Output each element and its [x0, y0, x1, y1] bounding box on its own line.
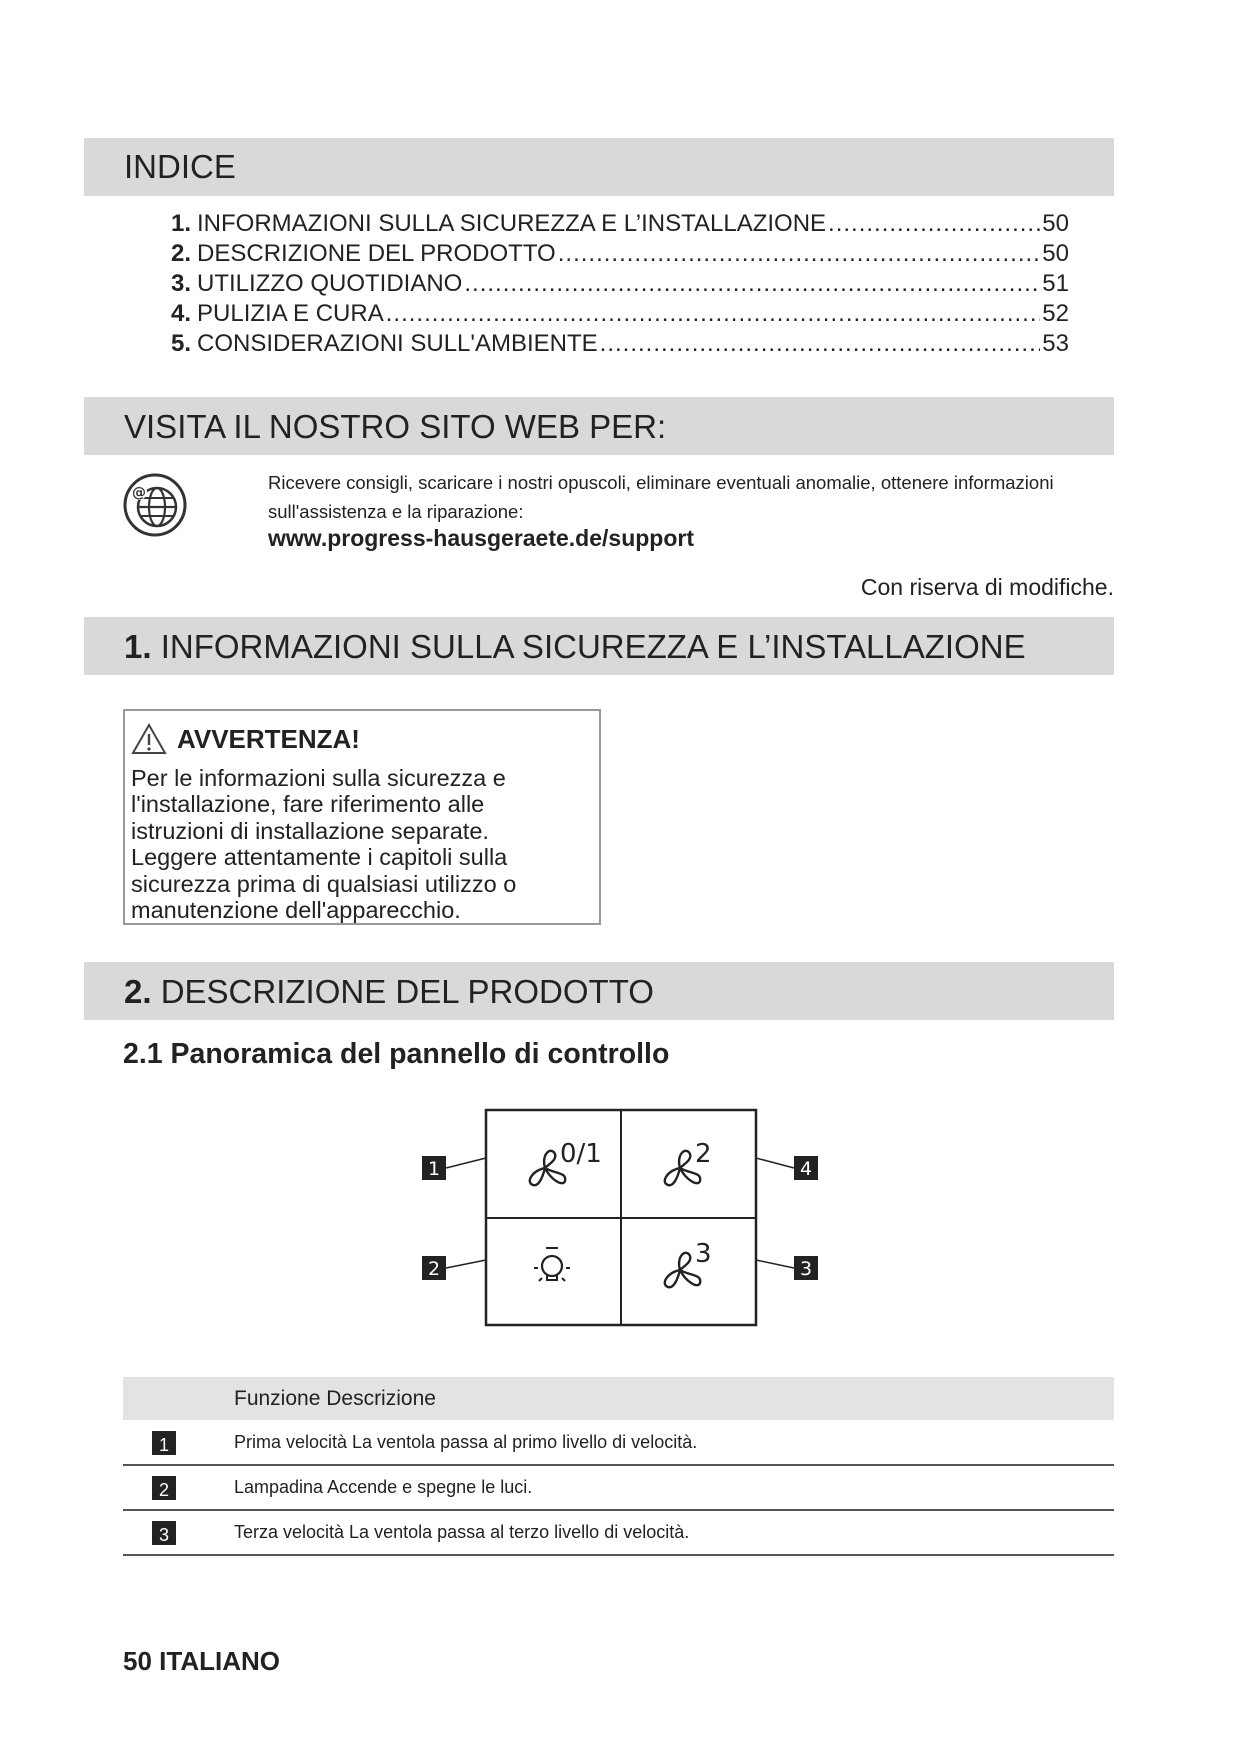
toc-label: CONSIDERAZIONI SULL'AMBIENTE	[197, 330, 598, 357]
fan-speed-1-button[interactable]	[530, 1139, 602, 1185]
light-button[interactable]	[534, 1248, 570, 1281]
table-of-contents	[171, 210, 1069, 360]
warning-text: Per le informazioni sulla sicurezza e l'installazione, fare riferimento alle istruzioni di installazione separate. Leggere attentamente i capitoli sulla sicurezza prima di qualsiasi utilizzo o manutenzione dell'apparecchio.	[131, 765, 517, 924]
reserve-note: Con riserva di modifiche.	[860, 574, 1114, 600]
fan-speed-2-button[interactable]	[665, 1139, 712, 1185]
toc-item[interactable]: 4. PULIZIA E CURA ..... 52	[171, 300, 1069, 330]
toc-label: PULIZIA E CURA	[197, 300, 384, 327]
page-footer: 50 ITALIANO	[123, 1646, 280, 1676]
toc-label: DESCRIZIONE DEL PRODOTTO	[197, 240, 556, 267]
toc-page: 51	[1042, 270, 1069, 297]
section1-title: 1. INFORMAZIONI SULLA SICUREZZA E L’INSTALLAZIONE	[124, 628, 1026, 665]
toc-label: INFORMAZIONI SULLA SICUREZZA E L’INSTALLAZIONE	[197, 210, 827, 237]
function-table-header: Funzione Descrizione	[123, 1377, 1114, 1420]
toc-item[interactable]: 5. CONSIDERAZIONI SULL'AMBIENTE ..... 53	[171, 330, 1069, 360]
website-title: VISITA IL NOSTRO SITO WEB PER:	[124, 408, 667, 445]
control-panel-diagram	[410, 1098, 830, 1338]
fan-speed-3-label: 3	[695, 1239, 712, 1269]
section2-header-band	[84, 962, 1114, 1020]
website-header-band	[84, 397, 1114, 455]
index-header-band	[84, 138, 1114, 196]
support-url-link[interactable]: www.progress-hausgeraete.de/support	[268, 525, 695, 551]
toc-item[interactable]: 1. INFORMAZIONI SULLA SICUREZZA E L’INSTALLAZIONE ..... 50	[171, 210, 1069, 240]
svg-text:3: 3	[799, 1258, 813, 1280]
row-badge: 2	[152, 1476, 176, 1500]
warning-title: AVVERTENZA!	[131, 723, 360, 755]
section2-title: 2. DESCRIZIONE DEL PRODOTTO	[124, 973, 654, 1010]
table-row	[123, 1465, 1114, 1511]
toc-page: 53	[1042, 330, 1069, 357]
toc-page: 52	[1042, 300, 1069, 327]
toc-label: UTILIZZO QUOTIDIANO	[197, 270, 463, 297]
svg-text:1: 1	[427, 1158, 441, 1180]
panel-overview-heading: 2.1 Panoramica del pannello di controllo	[123, 1038, 670, 1070]
svg-text:@: @	[132, 485, 146, 501]
callout-1	[422, 1156, 446, 1180]
light-bulb-icon	[534, 1248, 570, 1281]
table-row	[123, 1420, 1114, 1466]
toc-item[interactable]: 3. UTILIZZO QUOTIDIANO ..... 51	[171, 270, 1069, 300]
row-badge: 3	[152, 1521, 176, 1545]
toc-item[interactable]: 2. DESCRIZIONE DEL PRODOTTO ..... 50	[171, 240, 1069, 270]
callout-3	[794, 1256, 818, 1280]
toc-page: 50	[1042, 240, 1069, 267]
row-text: Lampadina Accende e spegne le luci.	[234, 1477, 533, 1497]
row-text: Prima velocità La ventola passa al primo livello di velocità.	[234, 1432, 698, 1452]
svg-text:2: 2	[427, 1258, 441, 1280]
row-badge: 1	[152, 1431, 176, 1455]
index-title: INDICE	[124, 148, 236, 185]
section1-header-band	[84, 617, 1114, 675]
table-row	[123, 1510, 1114, 1556]
fan-speed-1-label: 0/1	[560, 1139, 602, 1169]
svg-text:4: 4	[799, 1158, 813, 1180]
callout-4	[794, 1156, 818, 1180]
fan-speed-2-label: 2	[695, 1139, 712, 1169]
toc-page: 50	[1042, 210, 1069, 237]
warning-box	[123, 709, 601, 925]
callout-2	[422, 1256, 446, 1280]
globe-at-icon	[122, 472, 188, 538]
row-text: Terza velocità La ventola passa al terzo livello di velocità.	[234, 1522, 690, 1542]
fan-speed-3-button[interactable]	[665, 1239, 712, 1287]
warning-triangle-icon	[131, 723, 167, 755]
website-description: Ricevere consigli, scaricare i nostri opuscoli, eliminare eventuali anomalie, ottenere informazioni sull'assistenza e la riparazione:	[268, 472, 1054, 522]
